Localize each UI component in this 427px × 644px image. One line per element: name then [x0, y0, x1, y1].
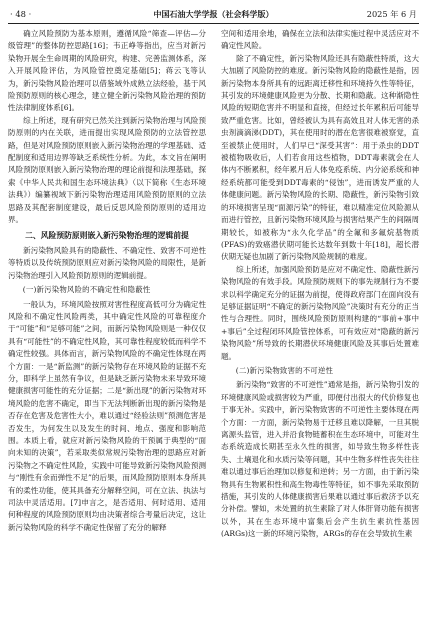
paragraph: 确立风险预防为基本原则，遵循风险“筛查—评估—分级管理”的整体防控思路[16]；韦正峥等指出，应当对新污染物开展全生命周期的风险研究，构建、完善监测体系，深入开展风险评估，为风险管控奠定基础[5]；蒋云飞等认为，新污染物风险治理可以借鉴域外成熟立法经验，基于风险预防原则的核心理念，建立健全新污染物风险治理的预防性法律制度体系[6]。 [8, 29, 206, 113]
journal-title: 中国石油大学学报（社会科学版） [153, 9, 274, 19]
left-column [8, 28, 206, 638]
subsection-heading: (二)新污染物致害的不可逆性 [235, 365, 334, 375]
right-column [221, 28, 419, 638]
paragraph: 新污染物“致害的不可逆性”通常是指，新污染物引发的环境健康风险或损害较为严重，即便付出很大的代价修复也于事无补。实践中，新污染物致害的不可逆性主要体现在两个方面：一方面，新污染物易于迁移且难以降解，一旦其脱离源头监管，进入并沿食物链蓄积在生态环境中，可能对生态系统造成长期甚至永久性的损害，如导致生物多样性丧失、土壤退化和水质污染等问题，其中生物多样性丧失往往难以通过事后治理加以修复和逆转；另一方面，由于新污染物具有生物累积性和高生物毒性等特征，如不事先采取预防措施，其引发的人体健康损害后果难以通过事后救济予以充分补偿。譬如，未处置的抗生素除了对人体肝肾功能有损害以外，其在生态环境中富集后会产生抗生素抗性基因(ARGs)这一新的环境污染物，ARGs的存在会导致抗生素 [221, 380, 419, 539]
page-number: · 48 · [10, 9, 32, 19]
paragraph: 一般认为，环境风险按照对害性程度高低可分为确定性风险和不确定性风险两类，其中确定性风险的可靠程度介于“可能”和“足够可能”之间，而新污染物风险则是一种仅仅具有“可能性”的不确定性风险，其可靠性程度较低而科学不确定性较强。具体而言，新污染物风险的不确定性体现在两个方面：一是“新监测”的新污染物存在环境风险的证据不充分，即科学上虽然有争议，但是缺乏新污染物未来导致环境健康损害可能性的充分证据；二是“新出现”的新污染物对环境风险的危害不确定，即当下无法判断新出现的新污染物是否存在危害及危害性大小，难以通过“经验法则”预测危害是否发生，为何发生以及发生的时间、地点、强度和影响范围。本质上看，就应对新污染物风险的干预属于典型的“面向未知的决策”，若采取类似常规污染物治理的思路应对新污染物之不确定性风险，实践中可能导致新污染物风险预测与“刚性有余而弹性不足”的后果，而风险预防原则本身所具有的柔性功能，使其具备充分解释空间，可在立法、执法与司法中灵活适用。[7]申言之，是否适用、何时适用、适用何种程度的风险预防原则均由决策者综合考量后决定，这让新污染物风险的科学不确定性保留了充分的解释 [8, 299, 206, 532]
running-header [8, 6, 419, 24]
paragraph: 新污染物风险具有的隐蔽性、不确定性、致害不可逆性等特质以及传统预防原则应对新污染物风险的局限性，是新污染物治理引入风险预防原则的逻辑前提。 [8, 245, 206, 280]
paragraph-continued: 空间和适用余地，确保在立法和法律实施过程中灵活应对不确定性风险。 [221, 29, 419, 51]
paragraph: 综上所述，加强风险预防是应对不确定性、隐蔽性新污染物风险的有效手段。风险预防规则下的事先规制行为不要求以科学确定充分的证据为前提，使得政府部门在面向没有足够证据证明“不确定的新污染物风险”决策时有充分的正当性与合理性。同时，围绕风险预防原则构建的“事前+事中+事后”全过程闭环风险管控体系，可有效应对“隐蔽的新污染物风险”所导致的长期潜伏环境健康风险及其事后处置难题。 [221, 264, 419, 361]
paragraph: 综上所述，现有研究已然关注到新污染物治理与风险预防原则的内在关联，进而提出实现风险预防的立法管控思路，但是对风险预防原则嵌入新污染物治理的学理基础、适配制度和适用边界等缺乏系统性分析。为此，本文旨在阐明风险预防原则嵌入新污染物治理的理论前提和法理基础，探索《中华人民共和国生态环境法典》（以下简称《生态环境法典》）编纂视域下新污染物治理适用风险预防原则的立法思路及其配套制度建设，最后反思风险预防原则的适用边界。 [8, 115, 206, 225]
section-heading: 二、风险预防原则嵌入新污染物治理的逻辑前提 [25, 230, 189, 240]
paragraph: 除了不确定性，新污染物风险还具有隐蔽性特质，这大大加剧了风险防控的难度。新污染物风险的隐蔽性是指，因新污染物本身所具有的远距离迁移性和环境持久性等特征，其引发的环境健康风险更为分散、长期和隐蔽。这种渐隐性风险的短期危害并不明显和直接，但经过长年累积后可能导致严重危害。比如，曾经被认为具有高效且对人体无害的杀虫剂滴滴涕(DDT)，其在使用时的潜在危害很难被察觉，直至被禁止使用时，人们早已“深受其害”：用于杀虫的DDT被植物吸收后，人们若食用这些植物，DDT毒素就会在人体内不断累积，经年累月后人体免疫系统、内分泌系统和神经系统都可能受到DDT毒素的“侵蚀”，进而诱发严重的人体健康问题。新污染物风险的长期、隐蔽性，新污染物引致的环境损害呈现“面源污染”的特征，难以精准定位风险源从而进行管控，且新污染物环境风险与损害结果产生的间隔周期较长，如被称为“永久化学品”的全氟和多氟烷基物质(PFAS)的致癌潜伏期可能长达数年到数十年[18]，超长潜伏期无疑也加剧了新污染物风险规制的难度。 [221, 53, 419, 262]
subsection-heading: (一)新污染物风险的不确定性和隐蔽性 [22, 285, 151, 295]
issue-date: 2025 年 6 月 [366, 9, 417, 19]
